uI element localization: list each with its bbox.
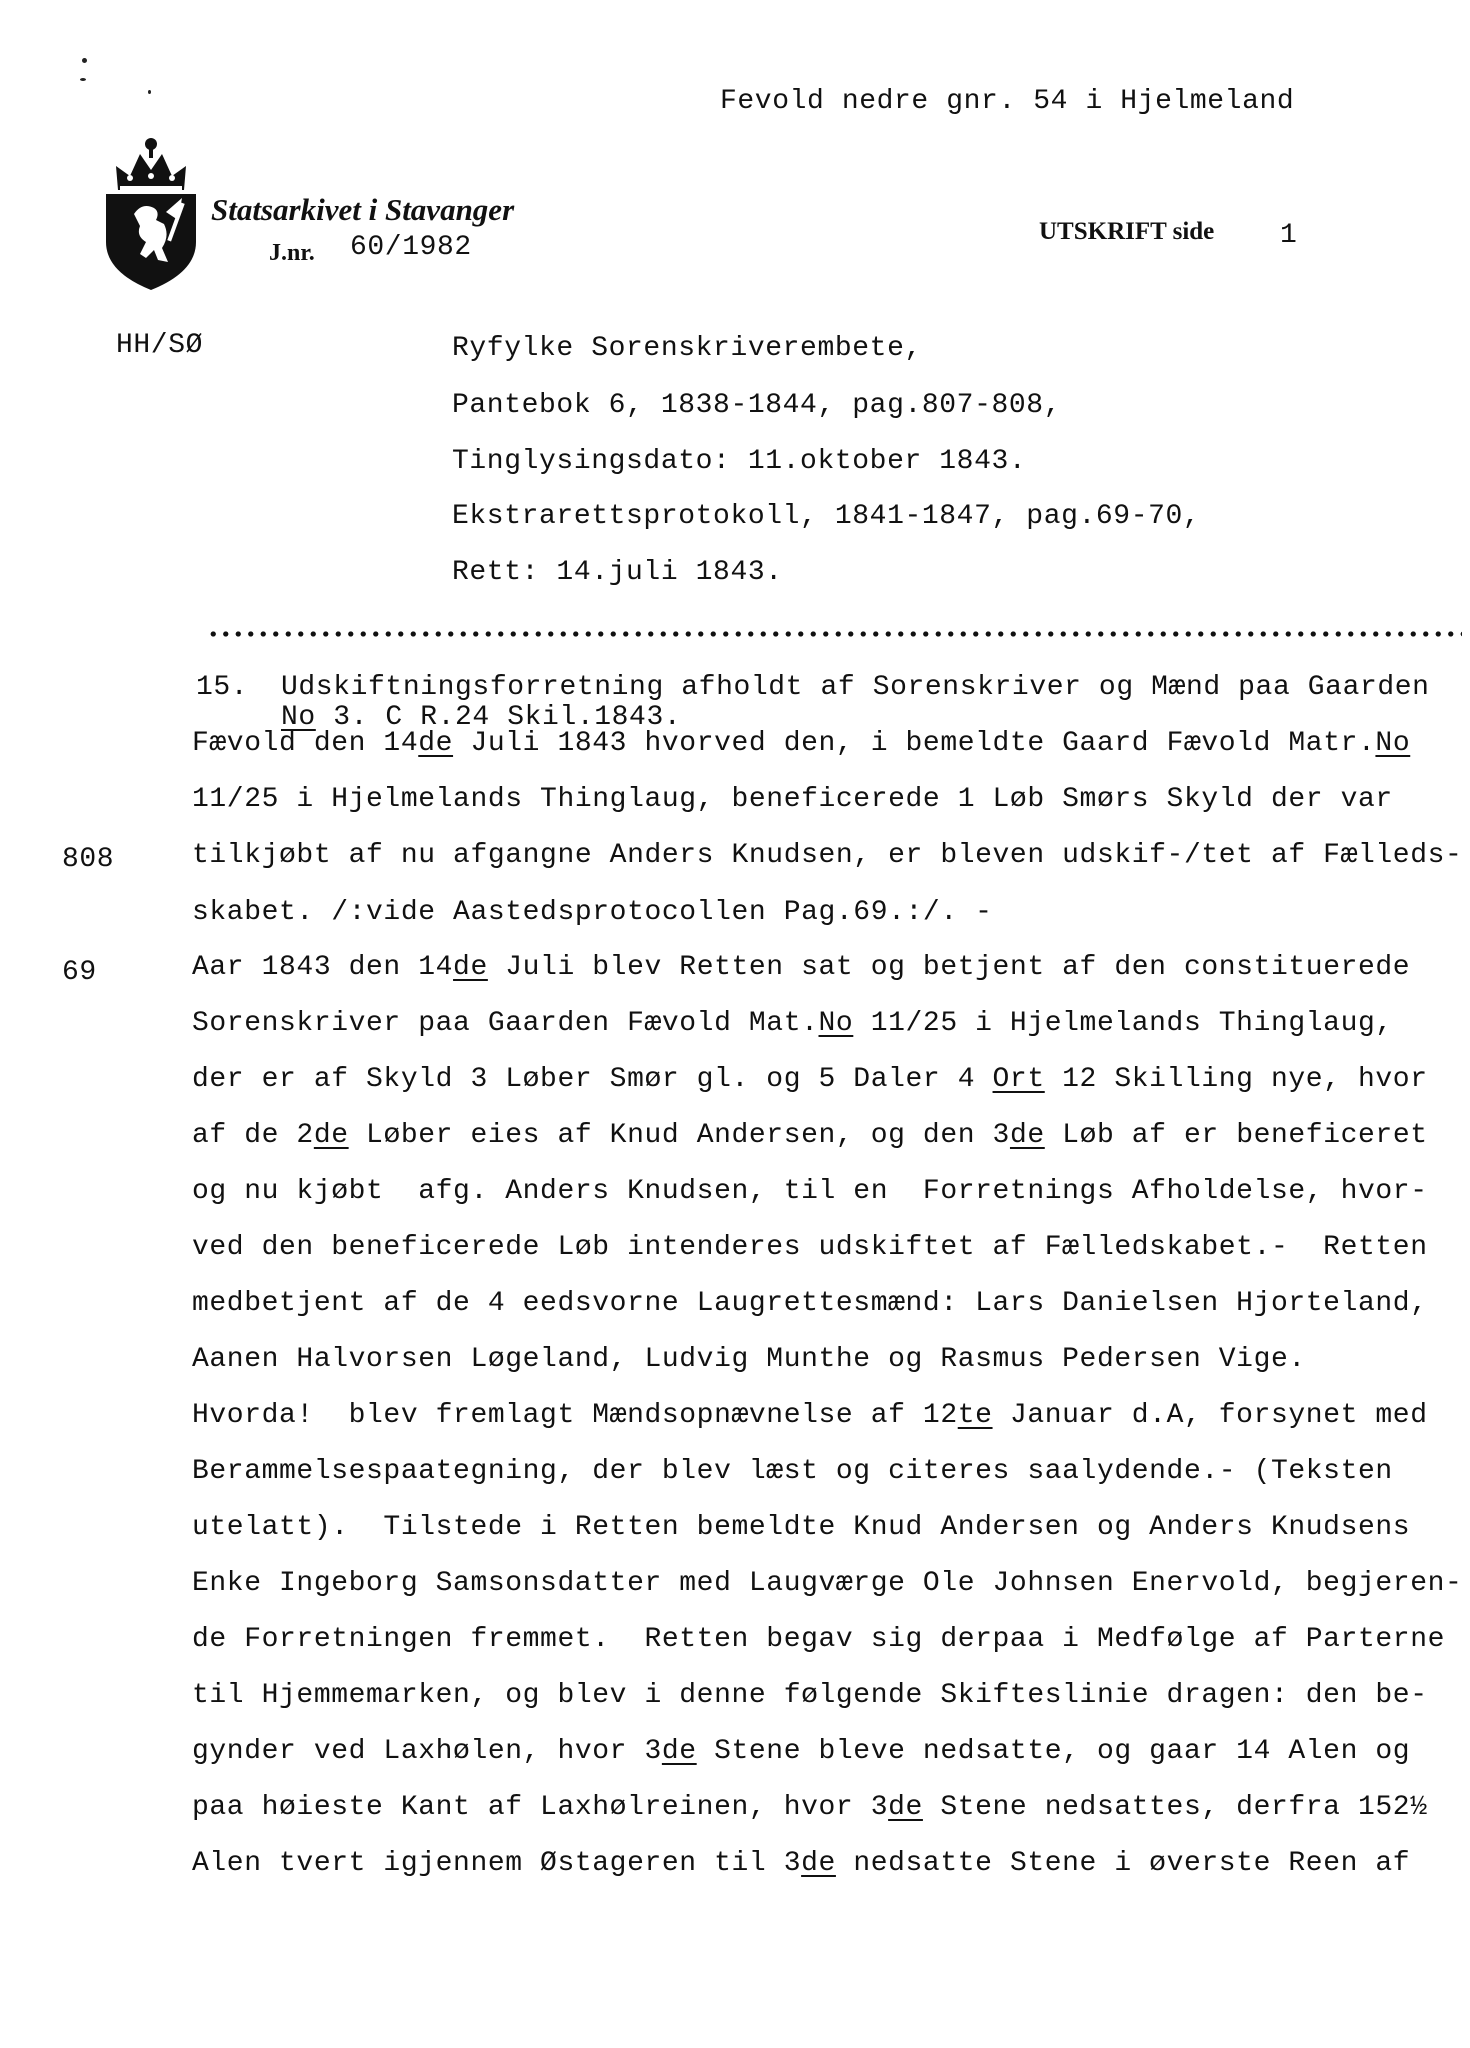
- transcript-line: [192, 1344, 1306, 1375]
- source-line: Pantebok 6, 1838-1844, pag.807-808,: [452, 390, 1062, 421]
- underlined-abbrev: de: [661, 1736, 697, 1767]
- transcript-line: [192, 1624, 1445, 1655]
- item-number: 15.: [196, 672, 249, 703]
- utskrift-label: UTSKRIFT side: [1039, 218, 1215, 245]
- transcript-line: [192, 840, 1462, 871]
- line-text: Løber eies af Knud Andersen, og den 3: [348, 1120, 1010, 1151]
- transcript-line: [192, 1456, 1393, 1487]
- transcript-line: [192, 1176, 1428, 1207]
- source-line: Ryfylke Sorenskriverembete,: [452, 333, 922, 364]
- transcript-line: [192, 1848, 1410, 1879]
- underlined-abbrev: de: [801, 1848, 836, 1879]
- line-text: Hvorda! blev fremlagt Mændsopnævnelse af 12: [192, 1400, 958, 1431]
- jnr-value: 60/1982: [350, 232, 472, 263]
- underlined-abbrev: de: [313, 1120, 349, 1151]
- underlined-abbrev: te: [957, 1400, 993, 1431]
- archive-name: Statsarkivet i Stavanger: [211, 192, 515, 227]
- line-text: medbetjent af de 4 eedsvorne Laugrettesmænd: Lars Danielsen Hjorteland,: [192, 1288, 1428, 1319]
- line-text: Berammelsespaategning, der blev læst og citeres saalydende.- (Teksten: [192, 1456, 1393, 1487]
- line-text: Sorenskriver paa Gaarden Fævold Mat.: [192, 1008, 819, 1039]
- matr-no-abbrev: No: [281, 702, 316, 733]
- source-line: Ekstrarettsprotokoll, 1841-1847, pag.69-70,: [452, 501, 1201, 532]
- item-title-line: Udskiftningsforretning afholdt af Sorenskriver og Mænd paa Gaarden: [281, 672, 1430, 703]
- line-text: Enke Ingeborg Samsonsdatter med Laugværge Ole Johnsen Enervold, begjeren-: [192, 1568, 1463, 1599]
- source-line: Rett: 14.juli 1843.: [452, 557, 783, 588]
- line-text: de Forretningen fremmet. Retten begav sig derpaa i Medfølge af Parterne: [192, 1624, 1445, 1655]
- underlined-abbrev: No: [1375, 728, 1411, 759]
- line-text: 11/25 i Hjelmelands Thinglaug, beneficerede 1 Løb Smørs Skyld der var: [192, 784, 1393, 815]
- transcript-line: [192, 1792, 1428, 1823]
- line-text: Januar d.A, forsynet med: [992, 1400, 1428, 1431]
- transcript-line: [192, 1232, 1428, 1263]
- transcript-line: [192, 1064, 1428, 1095]
- line-text: Alen tvert igjennem Østageren til 3: [192, 1848, 802, 1879]
- farm-header: Fevold nedre gnr. 54 i Hjelmeland: [720, 86, 1295, 117]
- underlined-abbrev: de: [418, 728, 454, 759]
- underlined-abbrev: No: [818, 1008, 854, 1039]
- line-text: 11/25 i Hjelmelands Thinglaug,: [853, 1008, 1393, 1039]
- line-text: Aar 1843 den 14: [192, 952, 454, 983]
- page-number: 1: [1280, 220, 1298, 251]
- line-text: Juli blev Retten sat og betjent af den constituerede: [487, 952, 1411, 983]
- underlined-abbrev: de: [888, 1792, 923, 1823]
- underlined-abbrev: de: [1009, 1120, 1045, 1151]
- line-text: Fævold den 14: [192, 728, 419, 759]
- transcript-line: [192, 1400, 1428, 1431]
- line-text: gynder ved Laxhølen, hvor 3: [192, 1736, 662, 1767]
- transcript-line: [192, 784, 1393, 815]
- line-text: Løb af er beneficeret: [1044, 1120, 1428, 1151]
- line-text: Stene nedsattes, derfra 152½: [922, 1792, 1428, 1823]
- line-text: tilkjøbt af nu afgangne Anders Knudsen, er bleven udskif-/tet af Fælleds-: [192, 840, 1463, 871]
- source-line: Tinglysingsdato: 11.oktober 1843.: [452, 446, 1027, 477]
- transcript-line: [192, 952, 1410, 983]
- scan-speck: [82, 58, 87, 63]
- line-text: der er af Skyld 3 Løber Smør gl. og 5 Daler 4: [192, 1064, 993, 1095]
- transcript-line: [192, 1008, 1393, 1039]
- transcript-line: [192, 1288, 1428, 1319]
- transcript-line: [192, 897, 993, 928]
- underlined-abbrev: Ort: [992, 1064, 1045, 1095]
- transcript-line: [192, 1512, 1410, 1543]
- line-text: paa høieste Kant af Laxhølreinen, hvor 3: [192, 1792, 889, 1823]
- line-text: skabet. /:vide Aastedsprotocollen Pag.69.:/. -: [192, 897, 993, 928]
- initials: HH/SØ: [116, 330, 204, 361]
- line-text: og nu kjøbt afg. Anders Knudsen, til en Forretnings Afholdelse, hvor-: [192, 1176, 1428, 1207]
- line-text: 12 Skilling nye, hvor: [1044, 1064, 1428, 1095]
- transcript-line: [192, 1680, 1428, 1711]
- underlined-abbrev: de: [453, 952, 488, 983]
- transcript-line: [192, 1568, 1462, 1599]
- line-text: nedsatte Stene i øverste Reen af: [835, 1848, 1411, 1879]
- line-text: af de 2: [192, 1120, 314, 1151]
- scan-speck: [80, 78, 86, 81]
- margin-note: 69: [62, 957, 97, 988]
- scan-speck: [148, 90, 151, 94]
- transcript-line: [192, 1736, 1410, 1767]
- document-page: [44, 0, 1463, 2048]
- item-title-rest: 3. C R.24 Skil.1843.: [315, 702, 682, 733]
- coat-of-arms-icon: [96, 132, 206, 292]
- margin-note: 808: [62, 844, 115, 875]
- line-text: Aanen Halvorsen Løgeland, Ludvig Munthe og Rasmus Pedersen Vige.: [192, 1344, 1306, 1375]
- transcript-line: [192, 1120, 1428, 1151]
- line-text: ved den beneficerede Løb intenderes udskiftet af Fælledskabet.- Retten: [192, 1232, 1428, 1263]
- jnr-label: J.nr.: [269, 240, 315, 266]
- transcript-line: [192, 728, 1410, 759]
- line-text: Stene bleve nedsatte, og gaar 14 Alen og: [696, 1736, 1411, 1767]
- line-text: til Hjemmemarken, og blev i denne følgende Skifteslinie dragen: den be-: [192, 1680, 1428, 1711]
- dotted-separator: [207, 630, 1462, 638]
- line-text: utelatt). Tilstede i Retten bemeldte Knud Andersen og Anders Knudsens: [192, 1512, 1411, 1543]
- line-text: Juli 1843 hvorved den, i bemeldte Gaard Fævold Matr.: [453, 728, 1376, 759]
